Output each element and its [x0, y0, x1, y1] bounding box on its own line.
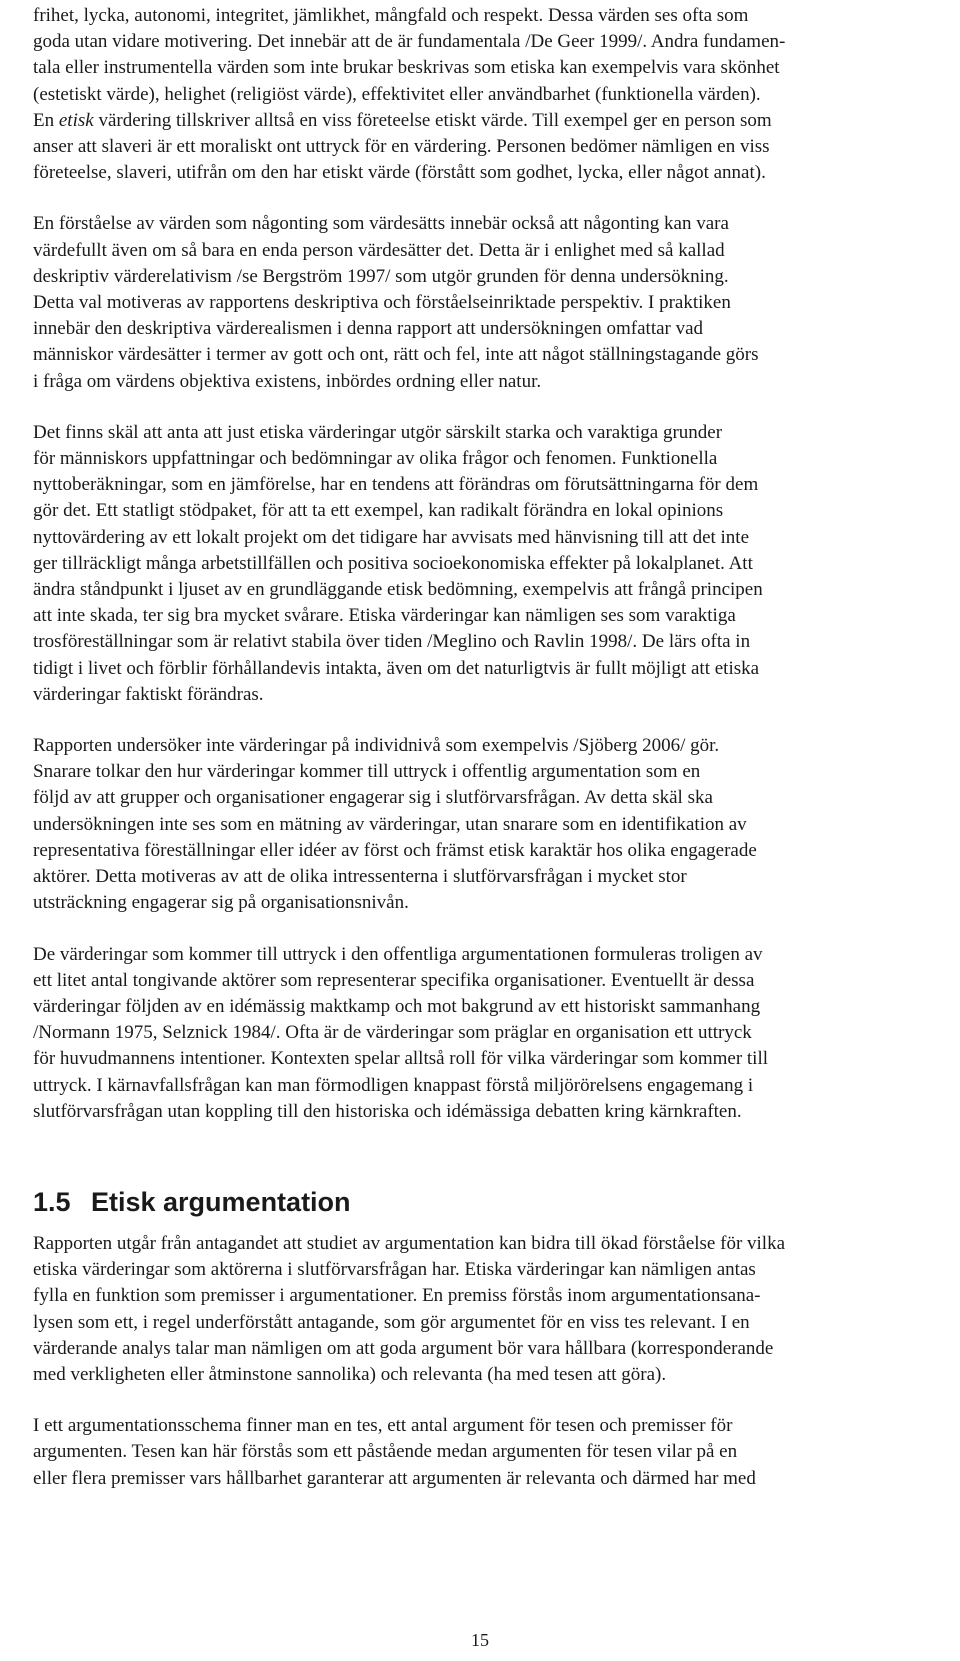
text-line: innebär den deskriptiva värderealismen i denna rapport att undersökningen omfattar vad: [33, 318, 704, 340]
text-line: Snarare tolkar den hur värderingar kommer till uttryck i offentlig argumentation som en: [33, 761, 701, 783]
text-line: etiska värderingar som aktörerna i slutförvarsfrågan har. Etiska värderingar kan nämligen antas: [33, 1259, 756, 1281]
text-line: slutförvarsfrågan utan koppling till den historiska och idémässiga debatten kring kärnkraften.: [33, 1100, 742, 1122]
text-line: tala eller instrumentella värden som inte brukar beskrivas som etiska kan exempelvis vara skönhet: [33, 57, 780, 79]
section-heading: [33, 1185, 945, 1219]
paragraph-value-relativism: [33, 211, 945, 394]
text-line: aktörer. Detta motiveras av att de olika intressenterna i slutförvarsfrågan i mycket stor: [33, 866, 687, 888]
text-line: anser att slaveri är ett moraliskt ont uttryck för en värdering. Personen bedömer nämligen en viss: [33, 136, 770, 158]
text-line: människor värdesätter i termer av gott och ont, rätt och fel, inte att något ställningstagande görs: [33, 344, 759, 366]
text-line: undersökningen inte ses som en mätning av värderingar, utan snarare som en identifikation av: [33, 813, 747, 835]
text-fragment: värdering tillskriver alltså en viss företeelse etiskt värde. Till exempel ger en person som: [93, 109, 772, 131]
text-line: argumenten. Tesen kan här förstås som ett påstående medan argumenten för tesen vilar på en: [33, 1441, 738, 1463]
paragraph-argumentation-scheme: [33, 1413, 945, 1492]
text-line: Det finns skäl att anta att just etiska värderingar utgör särskilt starka och varaktiga grunder: [33, 421, 723, 443]
text-line: i fråga om värdens objektiva existens, inbördes ordning eller natur.: [33, 370, 542, 392]
text-line: goda utan vidare motivering. Det innebär att de är fundamentala /De Geer 1999/. Andra fundamen-: [33, 31, 786, 53]
text-line: värderingar följden av en idémässig maktkamp och mot bakgrund av ett historiskt sammanhang: [33, 995, 761, 1017]
text-line: /Normann 1975, Selznick 1984/. Ofta är de värderingar som präglar en organisation ett uttryck: [33, 1022, 752, 1044]
section-number: 1.5: [33, 1186, 71, 1217]
section-title: Etisk argumentation: [91, 1186, 351, 1217]
paragraph-organisational-values: [33, 942, 945, 1125]
text-line: fylla en funktion som premisser i argumentationer. En premiss förstås inom argumentationsana-: [33, 1285, 761, 1307]
page-number: 15: [471, 1630, 489, 1650]
text-line: ett litet antal tongivande aktörer som representerar specifika organisationer. Eventuellt är dessa: [33, 969, 755, 991]
text-line: (estetiskt värde), helighet (religiöst värde), effektivitet eller användbarhet (funktionella värden).: [33, 83, 761, 105]
text-line: uttryck. I kärnavfallsfrågan kan man förmodligen knappast förstå miljörörelsens engagemang i: [33, 1074, 754, 1096]
text-line: trosföreställningar som är relativt stabila över tiden /Meglino och Ravlin 1998/. De lärs ofta in: [33, 631, 751, 653]
text-line: Rapporten undersöker inte värderingar på individnivå som exempelvis /Sjöberg 2006/ gör.: [33, 735, 720, 757]
text-line: I ett argumentationsschema finner man en tes, ett antal argument för tesen och premisser för: [33, 1415, 733, 1437]
text-line: företeelse, slaveri, utifrån om den har etiskt värde (förstått som godhet, lycka, eller något annat).: [33, 162, 766, 184]
paragraph-report-scope: [33, 733, 945, 916]
text-line: för människors uppfattningar och bedömningar av olika frågor och fenomen. Funktionella: [33, 448, 718, 470]
text-line: nyttovärdering av ett lokalt projekt om det tidigare har avvisats med hänvisning till att det inte: [33, 526, 750, 548]
paragraph-values-intro: [33, 3, 945, 186]
text-line: gör det. Ett statligt stödpaket, för att ta ett exempel, kan radikalt förändra en lokal opinions: [33, 500, 724, 522]
text-fragment: En: [33, 109, 59, 131]
text-line: Detta val motiveras av rapportens deskriptiva och förståelseinriktade perspektiv. I praktiken: [33, 292, 731, 314]
text-line: De värderingar som kommer till uttryck i den offentliga argumentationen formuleras troligen av: [33, 943, 763, 965]
text-line: tidigt i livet och förblir förhållandevis intakta, även om det naturligtvis är fullt möjligt att etiska: [33, 657, 760, 679]
text-line: utsträckning engagerar sig på organisationsnivån.: [33, 892, 409, 914]
italic-term: etisk: [58, 109, 94, 131]
text-line: Rapporten utgår från antagandet att studiet av argumentation kan bidra till ökad förståelse för vilka: [33, 1232, 786, 1254]
text-line: representativa föreställningar eller idéer av först och främst etisk karaktär hos olika engagerade: [33, 839, 757, 861]
text-line: värderande analys talar man nämligen om att goda argument bör vara hållbara (korresponderande: [33, 1337, 774, 1359]
text-line: följd av att grupper och organisationer engagerar sig i slutförvarsfrågan. Av detta skäl ska: [33, 787, 713, 809]
text-line: med verkligheten eller åtminstone sannolika) och relevanta (ha med tesen att göra).: [33, 1363, 667, 1385]
text-line: frihet, lycka, autonomi, integritet, jämlikhet, mångfald och respekt. Dessa värden ses ofta som: [33, 5, 749, 26]
text-line: En förståelse av värden som någonting som värdesätts innebär också att någonting kan vara: [33, 213, 729, 235]
text-line: värderingar faktiskt förändras.: [33, 683, 264, 705]
text-line: att inte skada, ter sig bra mycket svårare. Etiska värderingar kan nämligen ses som varaktiga: [33, 605, 736, 627]
text-line: ändra ståndpunkt i ljuset av en grundläggande etisk bedömning, exempelvis att frångå principen: [33, 579, 763, 601]
text-line: för huvudmannens intentioner. Kontexten spelar alltså roll för vilka värderingar som kommer till: [33, 1048, 769, 1070]
paragraph-ethical-values: [33, 420, 945, 708]
text-line: eller flera premisser vars hållbarhet garanterar att argumenten är relevanta och därmed har med: [33, 1467, 756, 1489]
text-line: nyttoberäkningar, som en jämförelse, har en tendens att förändras om förutsättningarna för dem: [33, 474, 759, 496]
paragraph-argumentation-premises: [33, 1231, 945, 1388]
text-line: värdefullt även om så bara en enda person värdesätter det. Detta är i enlighet med så kallad: [33, 239, 725, 261]
text-line: deskriptiv värderelativism /se Bergström 1997/ som utgör grunden för denna undersökning.: [33, 265, 729, 287]
document-page: [33, 0, 945, 1492]
text-line: lysen som ett, i regel underförstått antagande, som gör argumentet för en viss tes relevant. I en: [33, 1311, 750, 1333]
text-line: ger tillräckligt många arbetstillfällen och positiva socioekonomiska effekter på lokalplanet. Att: [33, 552, 753, 574]
